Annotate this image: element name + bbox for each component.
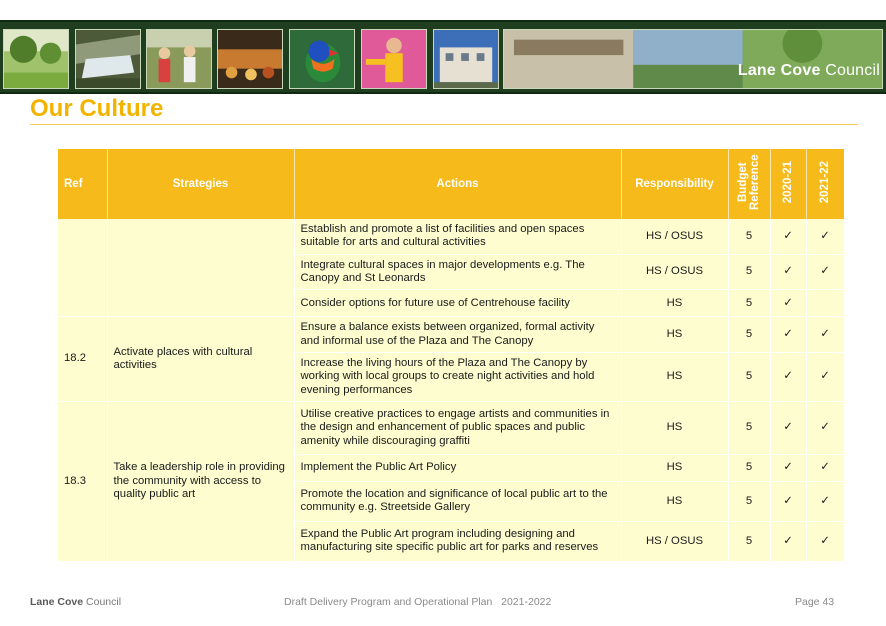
dancers-photo: [146, 29, 212, 89]
responsibility-cell: HS / OSUS: [621, 219, 728, 254]
header-strategies: Strategies: [107, 149, 294, 219]
check-2021-22: ✓: [806, 401, 844, 454]
strategy-cell: [107, 219, 294, 317]
responsibility-cell: HS: [621, 290, 728, 317]
streetscape-photo: [503, 29, 883, 89]
responsibility-cell: HS / OSUS: [621, 521, 728, 561]
action-cell: Establish and promote a list of facilities and open spaces suitable for arts and cultural activities: [294, 219, 621, 254]
page-title: Our Culture: [30, 95, 164, 122]
ref-cell: [58, 219, 107, 317]
header-ref: Ref: [58, 149, 107, 219]
check-2020-21: ✓: [770, 481, 806, 521]
action-cell: Ensure a balance exists between organized, formal activity and informal use of the Plaza and The Canopy: [294, 317, 621, 353]
ref-cell: 18.3: [58, 401, 107, 561]
footer-document-title: Draft Delivery Program and Operational Plan 2021-2022: [284, 596, 552, 608]
building-photo: [433, 29, 499, 89]
brand-logo-text: Lane Cove Council: [737, 62, 880, 79]
check-2020-21: ✓: [770, 401, 806, 454]
budget-cell: 5: [728, 521, 770, 561]
budget-cell: 5: [728, 254, 770, 290]
responsibility-cell: HS: [621, 317, 728, 353]
check-2020-21: ✓: [770, 352, 806, 401]
park-photo: [3, 29, 69, 89]
check-2021-22: ✓: [806, 521, 844, 561]
check-2021-22: ✓: [806, 254, 844, 290]
budget-cell: 5: [728, 317, 770, 353]
strategy-cell: Take a leadership role in providing the community with access to quality public art: [107, 401, 294, 561]
action-cell: Consider options for future use of Centrehouse facility: [294, 290, 621, 317]
header-2020-21: 2020-21: [770, 149, 806, 219]
table-header-row: [58, 149, 844, 219]
budget-cell: 5: [728, 290, 770, 317]
waterfall-photo: [75, 29, 141, 89]
check-2021-22: ✓: [806, 317, 844, 353]
header-responsibility: Responsibility: [621, 149, 728, 219]
check-2020-21: ✓: [770, 219, 806, 254]
lorikeet-photo: [289, 29, 355, 89]
header-2021-22: 2021-22: [806, 149, 844, 219]
check-2020-21: ✓: [770, 521, 806, 561]
table-row: [58, 219, 844, 254]
action-cell: Increase the living hours of the Plaza and The Canopy by working with local groups to create night activities and hold evening performances: [294, 352, 621, 401]
check-2020-21: ✓: [770, 290, 806, 317]
footer-page-number: Page 43: [795, 596, 835, 608]
check-2021-22: [806, 290, 844, 317]
check-2021-22: ✓: [806, 219, 844, 254]
responsibility-cell: HS: [621, 401, 728, 454]
responsibility-cell: HS: [621, 352, 728, 401]
action-cell: Utilise creative practices to engage artists and communities in the design and enhancement of public spaces and public amenity while discouraging graffiti: [294, 401, 621, 454]
title-divider: [30, 124, 858, 125]
budget-cell: 5: [728, 401, 770, 454]
action-cell: Implement the Public Art Policy: [294, 454, 621, 481]
table-row: [58, 401, 844, 454]
budget-cell: 5: [728, 352, 770, 401]
responsibility-cell: HS: [621, 481, 728, 521]
check-2020-21: ✓: [770, 317, 806, 353]
budget-cell: 5: [728, 219, 770, 254]
responsibility-cell: HS / OSUS: [621, 254, 728, 290]
action-cell: Integrate cultural spaces in major developments e.g. The Canopy and St Leonards: [294, 254, 621, 290]
culture-actions-table: [58, 149, 845, 562]
action-cell: Expand the Public Art program including designing and manufacturing site specific public art for parks and reserves: [294, 521, 621, 561]
footer-organisation: Lane Cove Council: [30, 596, 122, 608]
check-2021-22: ✓: [806, 352, 844, 401]
budget-cell: 5: [728, 454, 770, 481]
responsibility-cell: HS: [621, 454, 728, 481]
strategy-cell: Activate places with cultural activities: [107, 317, 294, 402]
header-budget-reference: Budget Reference: [728, 149, 770, 219]
market-photo: [217, 29, 283, 89]
check-2020-21: ✓: [770, 254, 806, 290]
action-cell: Promote the location and significance of local public art to the community e.g. Streetside Gallery: [294, 481, 621, 521]
ref-cell: 18.2: [58, 317, 107, 402]
check-2020-21: ✓: [770, 454, 806, 481]
budget-cell: 5: [728, 481, 770, 521]
table-row: [58, 317, 844, 353]
check-2021-22: ✓: [806, 454, 844, 481]
check-2021-22: ✓: [806, 481, 844, 521]
header-banner: [0, 20, 886, 94]
header-actions: Actions: [294, 149, 621, 219]
performer-photo: [361, 29, 427, 89]
